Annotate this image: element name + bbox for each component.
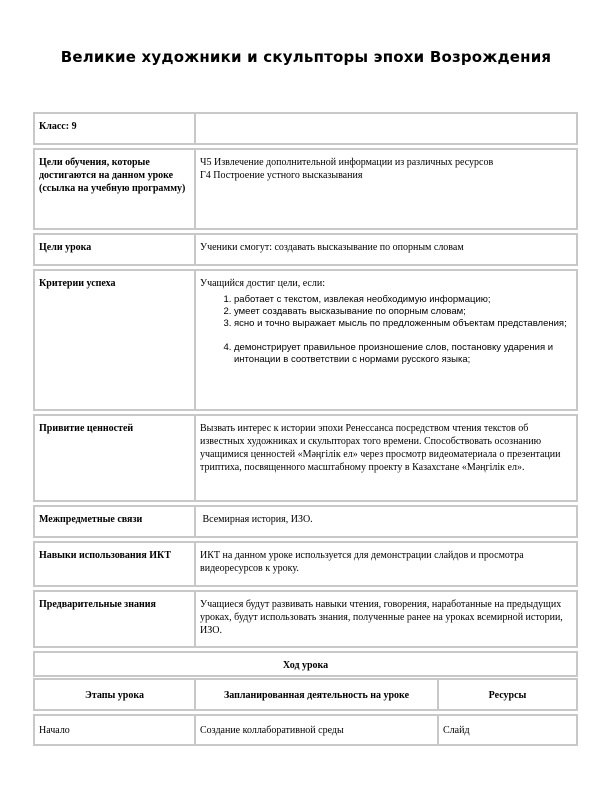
table-row-activity: Создание коллаборативной среды [194, 714, 439, 746]
list-item: 2. умеет создавать высказывание по опорным словам; [234, 306, 572, 318]
lesson-goals-value: Ученики смогут: создавать высказывание по опорным словам [194, 233, 578, 266]
lesson-plan-header: Ход урока [33, 651, 578, 677]
list-item: 1. работает с текстом, извлекая необходимую информацию; [234, 294, 572, 306]
success-criteria-intro: Учащийся достиг цели, если: [200, 278, 325, 289]
class-value [194, 112, 578, 145]
values-value: Вызвать интерес к истории эпохи Ренессанса посредством чтения текстов об известных художниках и скульпторах того времени. Способствовать осознанию учащимися ценностей «Мәңгілік ел» через просмотр видеоматериала о презентации триптиха, посвященного масштабному проекту в Казахстане «Мәңгілік ел». [194, 414, 578, 502]
cross-curricular-value: Всемирная история, ИЗО. [194, 505, 578, 538]
success-criteria-list [200, 294, 572, 366]
list-item: 4. демонстрирует правильное произношение слов, постановку ударения и интонации в соответствии с нормами русского языка; [234, 342, 572, 366]
prior-knowledge-value: Учащиеся будут развивать навыки чтения, говорения, наработанные на предыдущих уроках, будут использовать знания, полученные ранее на уроках всемирной истории, ИЗО. [194, 590, 578, 648]
learning-goals-label: Цели обучения, которые достигаются на данном уроке (ссылка на учебную программу) [33, 148, 196, 230]
table-row-resources: Слайд [437, 714, 578, 746]
ict-value: ИКТ на данном уроке используется для демонстрации слайдов и просмотра видеоресурсов к уроку. [194, 541, 578, 587]
learning-goals-value [194, 148, 578, 230]
lesson-goals-label: Цели урока [33, 233, 196, 266]
column-header-stage: Этапы урока [33, 678, 196, 711]
list-item: 3. ясно и точно выражает мысль по предложенным объектам представления; [234, 318, 572, 330]
learning-goal-line: Ч5 Извлечение дополнительной информации из различных ресурсов [200, 157, 494, 168]
column-header-resources: Ресурсы [437, 678, 578, 711]
prior-knowledge-label: Предварительные знания [33, 590, 196, 648]
column-header-activity: Запланированная деятельность на уроке [194, 678, 439, 711]
table-row-stage: Начало [33, 714, 196, 746]
success-criteria-value [194, 269, 578, 411]
ict-label: Навыки использования ИКТ [33, 541, 196, 587]
page-title: Великие художники и скульпторы эпохи Возрождения [60, 48, 552, 66]
success-criteria-label: Критерии успеха [33, 269, 196, 411]
cross-curricular-label: Межпредметные связи [33, 505, 196, 538]
values-label: Привитие ценностей [33, 414, 196, 502]
learning-goal-line: Г4 Построение устного высказывания [200, 170, 363, 181]
class-label: Класс: 9 [33, 112, 196, 145]
